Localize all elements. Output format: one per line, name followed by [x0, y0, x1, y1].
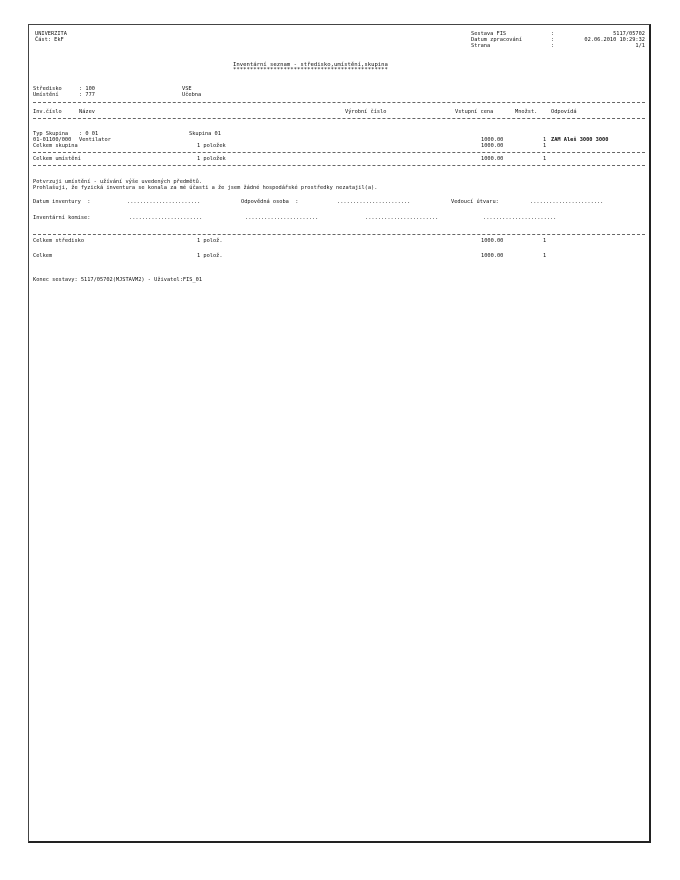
- divider: [33, 118, 645, 119]
- report-title: Inventární seznam - středisko,umístění,skupina: [233, 62, 388, 68]
- confirm-line-2: Prohlašuji, že fyzická inventura se konala za mé účasti a že jsem žádné hospodářské prostředky nezatajil(a).: [33, 185, 378, 191]
- unit-label: Vedoucí útvaru:: [451, 199, 499, 205]
- group-type-name: Skupina 01: [189, 131, 221, 137]
- location-total-price: 1000.00: [481, 156, 504, 162]
- report-number: 5117/05702: [613, 31, 645, 37]
- col-name: Název: [79, 109, 95, 115]
- item-inv: 01-01100/000: [33, 137, 72, 143]
- committee-signature-1: .......................: [129, 215, 203, 221]
- location-total-qty: 1: [543, 156, 547, 162]
- group-type-code: : 0 01: [79, 131, 99, 137]
- location-code: : 777: [79, 92, 95, 98]
- grand-total-label: Celkem: [33, 253, 53, 259]
- location-label: Umístění: [33, 92, 59, 98]
- committee-signature-3: .......................: [365, 215, 439, 221]
- item-name: Ventilator: [79, 137, 111, 143]
- processed-sep: :: [551, 37, 555, 43]
- divider: [33, 234, 645, 235]
- col-price: Vstupní cena: [455, 109, 494, 115]
- grand-total-count: 1 polož.: [197, 253, 223, 259]
- page-sep: :: [551, 43, 555, 49]
- group-sum-qty: 1: [543, 143, 547, 149]
- committee-label: Inventární komise:: [33, 215, 91, 221]
- report-end: Konec sestavy: 5117/05702(MJSTAVM2) - Uživatel:FIS_01: [33, 277, 203, 283]
- group-sum-price: 1000.00: [481, 143, 504, 149]
- divider: [33, 102, 645, 103]
- committee-signature-2: .......................: [245, 215, 319, 221]
- center-code: : 100: [79, 86, 95, 92]
- processed-label: Datum zpracování: [471, 37, 523, 43]
- grand-total-qty: 1: [543, 253, 547, 259]
- report-page: [28, 24, 651, 843]
- center-total-count: 1 polož.: [197, 238, 223, 244]
- item-qty: 1: [543, 137, 547, 143]
- col-qty: Množst.: [515, 109, 538, 115]
- processed-date: 02.06.2010 10:29:32: [584, 37, 645, 43]
- person-label: Odpovědná osoba :: [241, 199, 299, 205]
- col-resp: Odpovídá: [551, 109, 577, 115]
- center-label: Středisko: [33, 86, 62, 92]
- center-total-label: Celkem středisko: [33, 238, 85, 244]
- page-label: Strana: [471, 43, 491, 49]
- center-total-price: 1000.00: [481, 238, 504, 244]
- date-signature-field: .......................: [127, 199, 201, 205]
- confirm-line-1: Potvrzuji umístění - užívání výše uvedených předmětů.: [33, 179, 203, 185]
- report-label: Sestava FIS: [471, 31, 507, 37]
- unit-signature-field: .......................: [530, 199, 604, 205]
- divider: [33, 165, 645, 166]
- grand-total-price: 1000.00: [481, 253, 504, 259]
- location-total-label: Celkem umístění: [33, 156, 81, 162]
- item-responsible: ZAM Aleš 3000 3000: [551, 137, 609, 143]
- org-part: Část: EkF: [35, 37, 64, 43]
- col-inv: Inv.číslo: [33, 109, 62, 115]
- report-sep: :: [551, 31, 555, 37]
- group-type-label: Typ Skupina: [33, 131, 69, 137]
- divider: [33, 152, 645, 153]
- date-label: Datum inventury :: [33, 199, 91, 205]
- location-total-count: 1 položek: [197, 156, 226, 162]
- org-name: UNIVERZITA: [35, 31, 67, 37]
- item-price: 1000.00: [481, 137, 504, 143]
- center-total-qty: 1: [543, 238, 547, 244]
- committee-signature-4: .......................: [483, 215, 557, 221]
- group-sum-count: 1 položek: [197, 143, 226, 149]
- page-number: 1/1: [635, 43, 645, 49]
- title-underline: **********************************************: [233, 67, 388, 73]
- location-name: Učebna: [182, 92, 202, 98]
- col-serial: Výrobní číslo: [345, 109, 387, 115]
- person-signature-field: .......................: [337, 199, 411, 205]
- center-name: VSE: [182, 86, 192, 92]
- group-sum-label: Celkem skupina: [33, 143, 78, 149]
